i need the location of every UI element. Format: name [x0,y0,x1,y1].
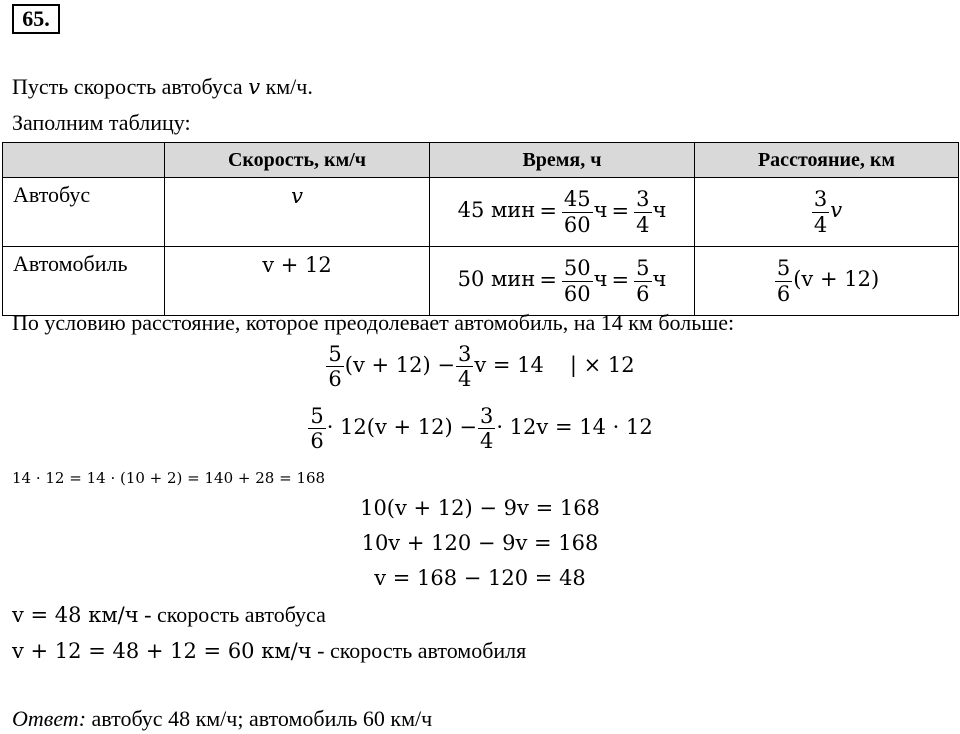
eq1-frac1 [326,342,343,391]
frac-numerator: 5 [636,256,650,281]
intro-line-1 [12,74,313,100]
frac-denominator: 6 [328,367,342,392]
eq1-end: v = 14 [474,353,544,378]
unit: ч [652,198,667,223]
header-speed: Скорость, км/ч [165,143,430,178]
result-bus [12,602,326,628]
row-label-car: Автомобиль [3,247,165,316]
bus-distance-tail: v [830,198,843,223]
bus-time-frac1 [562,187,593,236]
result-car-math: v + 12 = 48 + 12 = 60 км/ч [12,639,312,663]
intro-unit: км/ч. [260,74,313,99]
unit: ч [652,267,667,292]
frac-denominator: 6 [776,281,791,306]
bus-time-minutes: 45 мин [457,198,536,223]
frac-numerator: 50 [563,256,591,281]
frac-numerator: 45 [563,187,591,212]
frac-numerator: 5 [310,404,324,428]
bus-time-frac2 [634,187,651,236]
bus-time: 45 мин = $\frac{45}{60}$ ч = $\frac{3}{4}$ ч [430,178,695,247]
eq1-multiplier: | × 12 [569,353,635,378]
side-calculation: 14 · 12 = 14 · (10 + 2) = 140 + 28 = 168 [12,469,326,487]
frac-denominator: 60 [563,281,591,306]
data-table [2,142,959,316]
car-time-frac1 [562,256,593,305]
eq2-end: · 12v = 14 · 12 [496,415,653,440]
car-time-frac2 [634,256,651,305]
var-v: v [248,75,261,99]
result-bus-math: v = 48 км/ч [12,603,139,627]
intro-text: Пусть скорость автобуса [12,74,249,99]
frac-denominator: 6 [636,281,650,306]
equation-4: 10v + 120 − 9v = 168 [361,531,599,555]
frac-numerator: 3 [813,187,828,212]
answer-line [12,706,432,732]
bus-speed-value: v [291,184,303,208]
equation-1 [0,342,960,391]
row-label-bus: Автобус [3,178,165,247]
frac-numerator: 3 [636,187,650,212]
eq2-frac1 [308,404,325,453]
equation-3: 10(v + 12) − 9v = 168 [360,496,600,520]
table-row [3,247,959,316]
header-distance: Расстояние, км [695,143,959,178]
frac-numerator: 3 [457,342,472,366]
equation-2 [0,404,960,453]
eq1-frac2 [456,342,473,391]
header-time: Время, ч [430,143,695,178]
frac-numerator: 5 [328,342,342,366]
result-bus-text: - скорость автобуса [138,602,326,627]
unit: ч [593,198,608,223]
frac-numerator: 5 [776,256,791,281]
result-car [12,638,526,664]
eq2-mid: · 12(v + 12) − [326,415,477,440]
eq2-frac2 [478,404,495,453]
intro-line-2: Заполним таблицу: [12,110,191,135]
frac-denominator: 6 [310,429,324,454]
frac-denominator: 4 [636,212,650,237]
car-distance-tail: (v + 12) [793,267,880,292]
car-speed-value: v + 12 [262,253,332,277]
bus-distance-frac [812,187,829,236]
car-distance-frac [775,256,792,305]
car-distance [695,247,959,316]
bus-speed [165,178,430,247]
problem-number: 65. [12,4,60,34]
header-empty [3,143,165,178]
bus-distance [695,178,959,247]
car-speed [165,247,430,316]
answer-text: автобус 48 км/ч; автомобиль 60 км/ч [86,706,433,731]
unit: ч [593,267,608,292]
eq1-mid: (v + 12) − [344,353,455,378]
frac-denominator: 60 [563,212,591,237]
condition-text: По условию расстояние, которое преодолевает автомобиль, на 14 км больше: [12,310,735,335]
answer-label: Ответ: [12,706,87,731]
car-time-minutes: 50 мин [457,267,536,292]
table-header-row [3,143,959,178]
frac-denominator: 4 [479,429,494,454]
table-row [3,178,959,247]
frac-denominator: 4 [457,367,472,392]
car-time: 50 мин = $\frac{50}{60}$ ч = $\frac{5}{6}$ ч [430,247,695,316]
result-car-text: - скорость автомобиля [311,638,527,663]
equation-5: v = 168 − 120 = 48 [374,566,586,590]
frac-numerator: 3 [479,404,494,428]
frac-denominator: 4 [813,212,828,237]
